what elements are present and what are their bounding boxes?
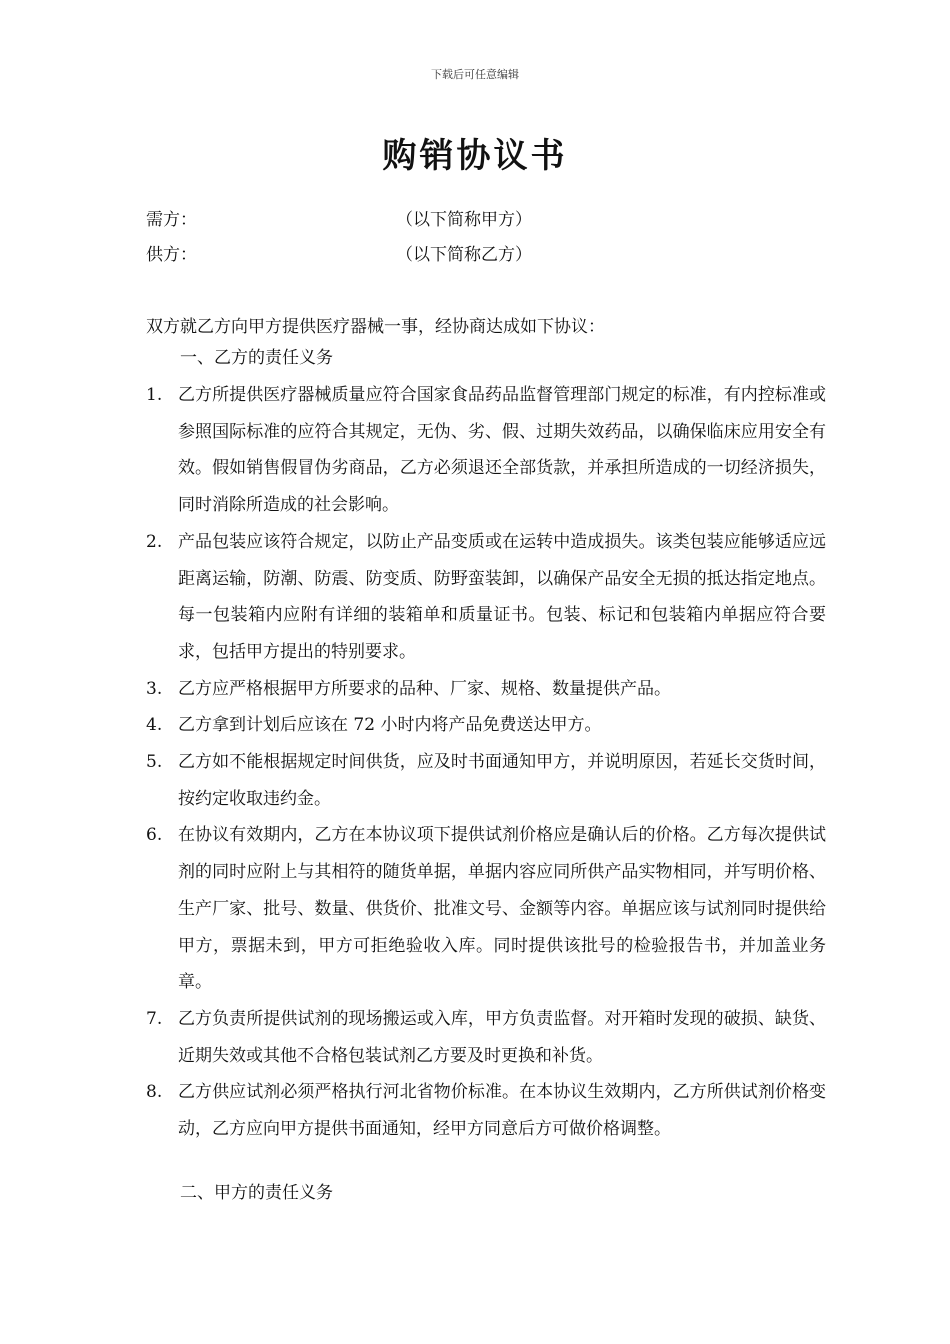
clause-item	[146, 671, 826, 708]
party-supplier-note: （以下简称乙方）	[396, 245, 532, 265]
clause-number: 4.	[146, 715, 163, 736]
intro-paragraph: 双方就乙方向甲方提供医疗器械一事，经协商达成如下协议：	[146, 317, 605, 337]
clause-item	[146, 524, 826, 671]
clause-item	[146, 1001, 826, 1074]
clause-number: 7.	[146, 1008, 163, 1029]
clause-item	[146, 1074, 826, 1147]
clause-number: 8.	[146, 1082, 163, 1103]
section-heading-2: 二、甲方的责任义务	[180, 1183, 333, 1203]
clause-item	[146, 744, 826, 817]
clause-text: 乙方供应试剂必须严格执行河北省物价标准。在本协议生效期内，乙方所供试剂价格变动，乙方应向甲方提供书面通知，经甲方同意后方可做价格调整。	[178, 1082, 826, 1140]
clause-item	[146, 817, 826, 1001]
clause-text: 乙方拿到计划后应该在 72 小时内将产品免费送达甲方。	[178, 715, 602, 736]
clause-text: 乙方应严格根据甲方所要求的品种、厂家、规格、数量提供产品。	[178, 678, 671, 699]
document-title: 购销协议书	[382, 136, 568, 176]
clause-text: 乙方所提供医疗器械质量应符合国家食品药品监督管理部门规定的标准，有内控标准或参照国际标准的应符合其规定，无伪、劣、假、过期失效药品，以确保临床应用安全有效。假如销售假冒伪劣商品，乙方必须退还全部货款，并承担所造成的一切经济损失，同时消除所造成的社会影响。	[178, 385, 826, 516]
party-supplier-label: 供方：	[146, 245, 197, 265]
clause-text: 乙方负责所提供试剂的现场搬运或入库，甲方负责监督。对开箱时发现的破损、缺货、近期失效或其他不合格包装试剂乙方要及时更换和补货。	[178, 1008, 826, 1066]
section-heading-1: 一、乙方的责任义务	[180, 348, 333, 368]
clause-text: 在协议有效期内，乙方在本协议项下提供试剂价格应是确认后的价格。乙方每次提供试剂的同时应附上与其相符的随货单据，单据内容应同所供产品实物相同，并写明价格、生产厂家、批号、数量、供货价、批准文号、金额等内容。单据应该与试剂同时提供给甲方，票据未到，甲方可拒绝验收入库。同时提供该批号的检验报告书，并加盖业务章。	[178, 825, 826, 993]
clause-number: 2.	[146, 531, 163, 552]
clause-number: 6.	[146, 825, 163, 846]
clause-list	[146, 377, 826, 1148]
party-buyer-label: 需方：	[146, 210, 197, 230]
clause-item	[146, 377, 826, 524]
clause-item	[146, 707, 826, 744]
header-note: 下载后可任意编辑	[431, 68, 519, 81]
clause-text: 产品包装应该符合规定，以防止产品变质或在运转中造成损失。该类包装应能够适应远距离运输，防潮、防震、防变质、防野蛮装卸，以确保产品安全无损的抵达指定地点。每一包装箱内应附有详细的装箱单和质量证书。包装、标记和包装箱内单据应符合要求，包括甲方提出的特别要求。	[178, 531, 826, 662]
clause-number: 5.	[146, 752, 163, 773]
clause-number: 1.	[146, 385, 163, 405]
clause-number: 3.	[146, 678, 163, 699]
clause-text: 乙方如不能根据规定时间供货，应及时书面通知甲方，并说明原因，若延长交货时间，按约定收取违约金。	[178, 752, 826, 809]
party-buyer-note: （以下简称甲方）	[396, 210, 532, 230]
